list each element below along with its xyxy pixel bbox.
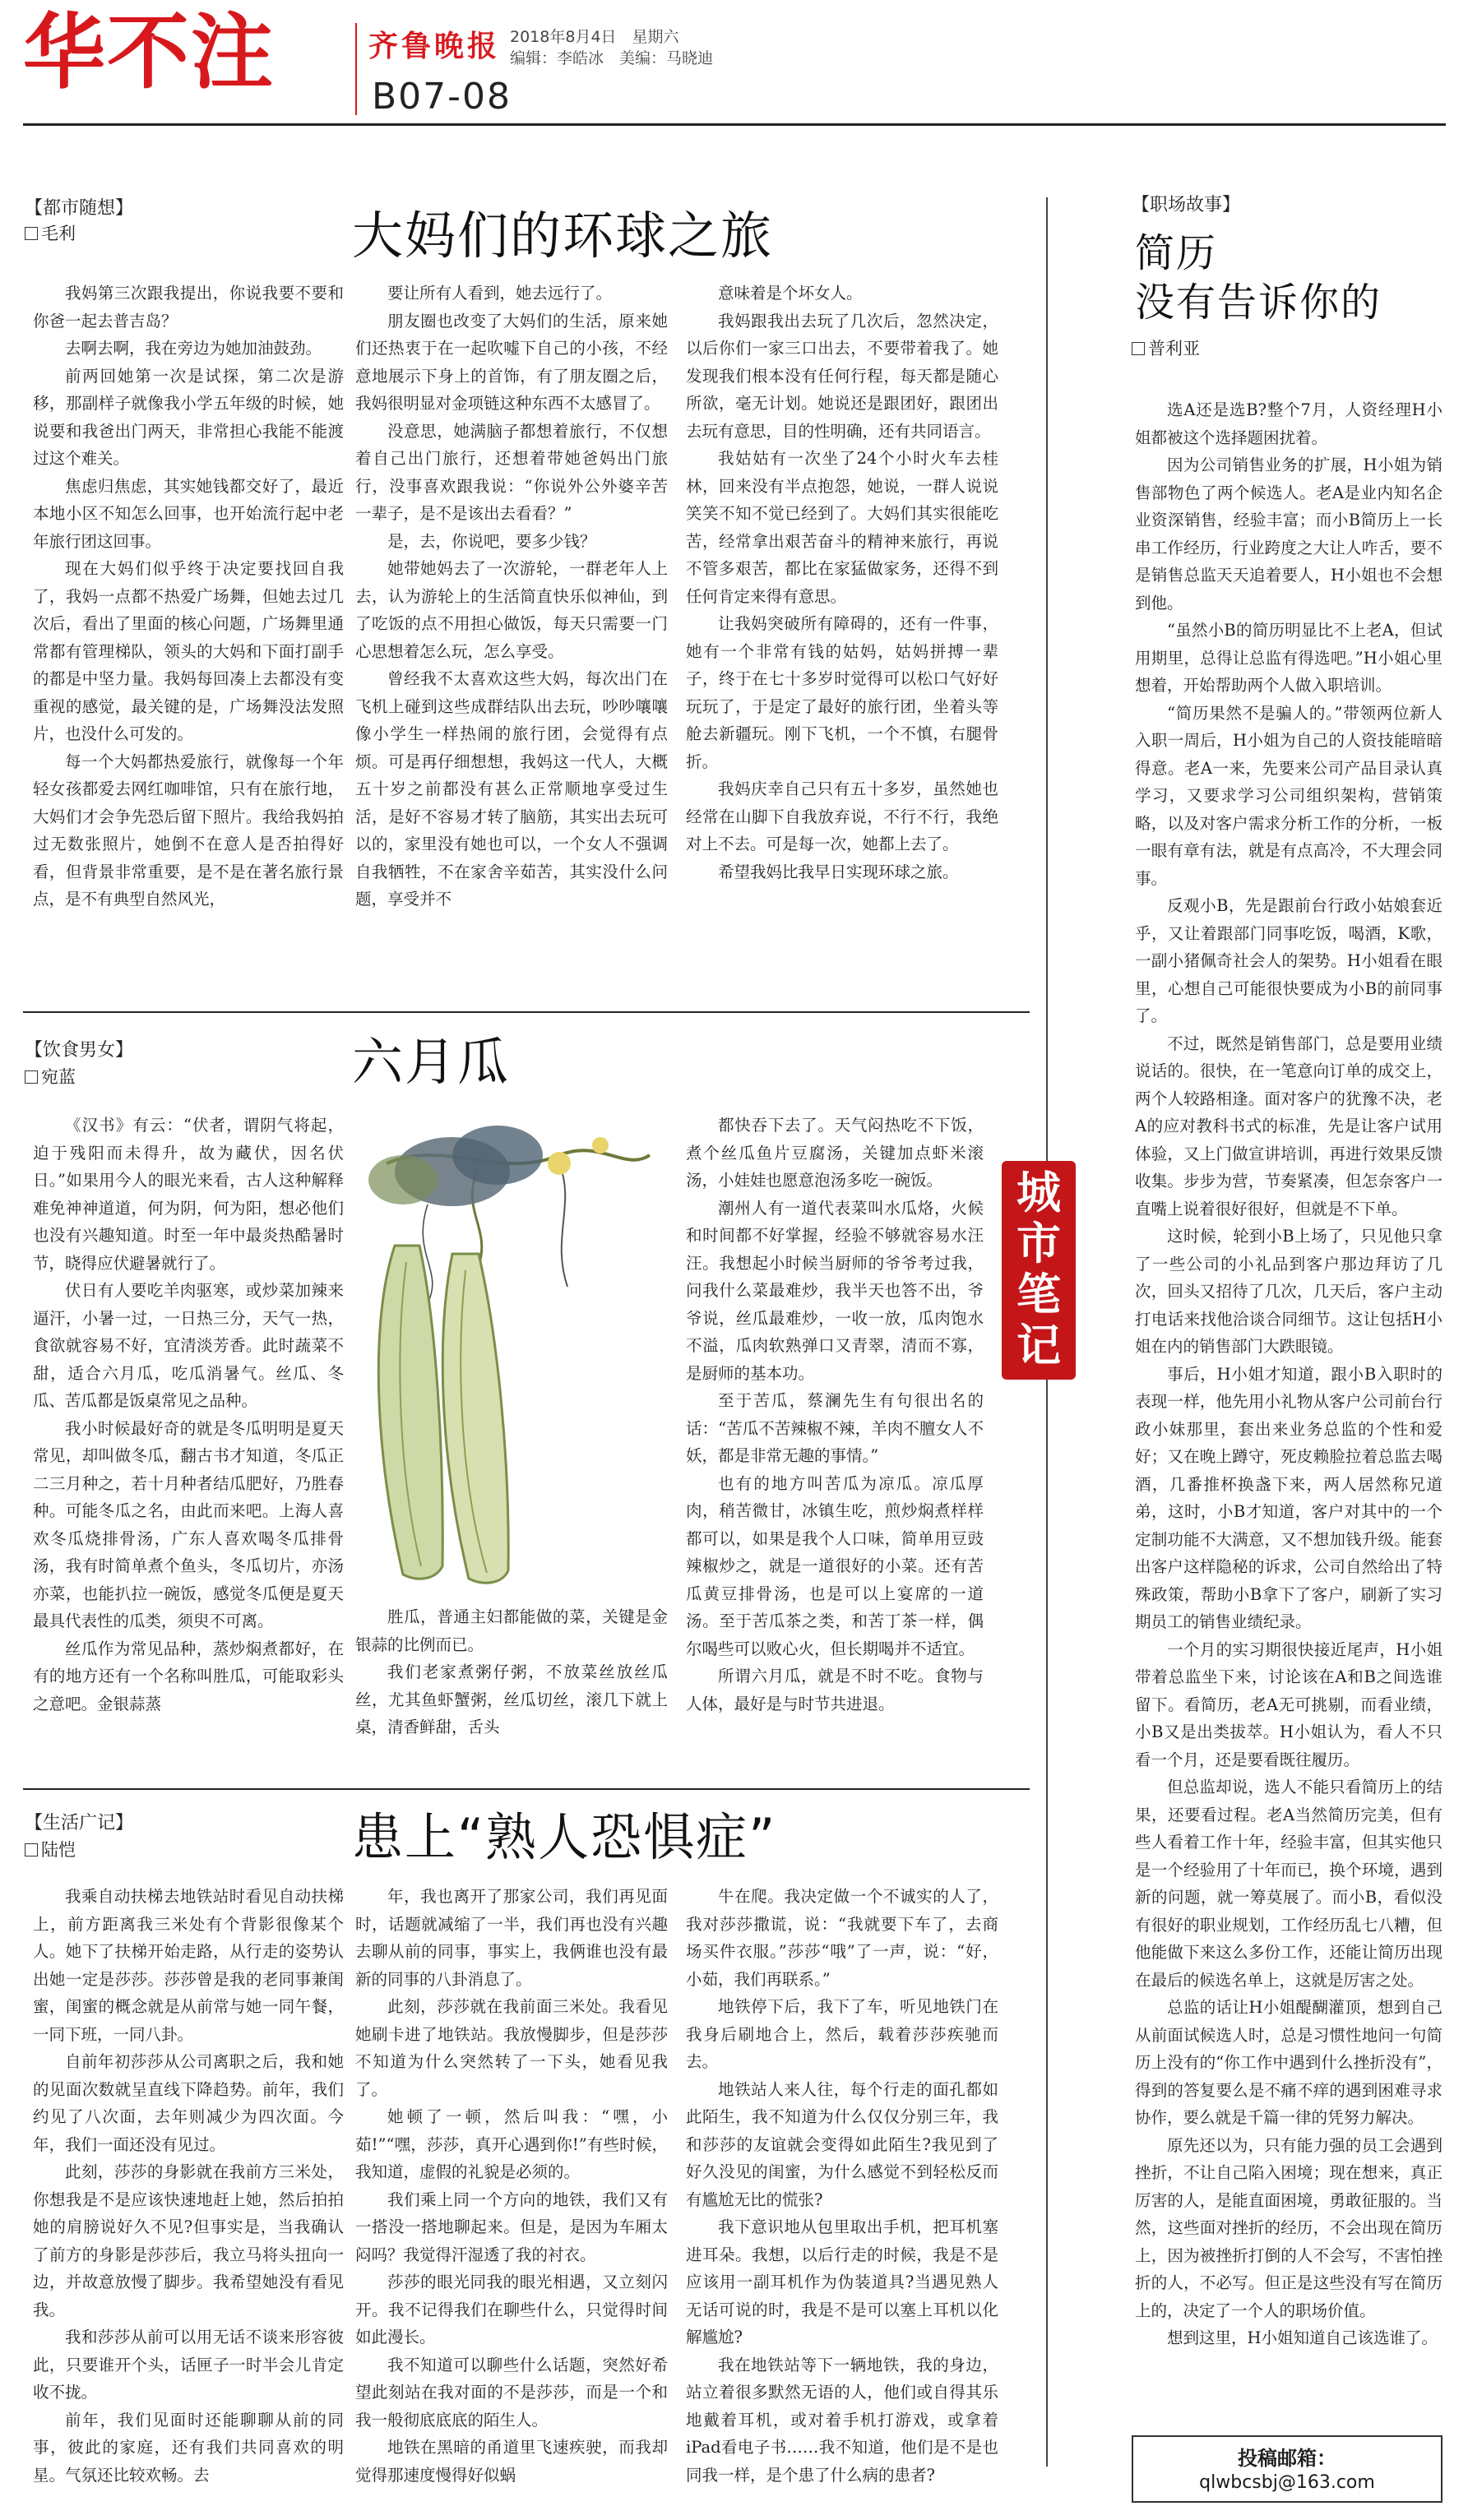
paragraph: 让我妈突破所有障碍的，还有一件事，她有一个非常有钱的姑妈，姑妈拼搏一辈子，终于在七十多岁时觉得可以松口气好好玩玩了，于是定了最好的旅行团，坐着头等舱去新疆玩。刚下飞机，一个不慎，右腿骨折。 [686,614,998,771]
paragraph: 我姑姑有一次坐了24个小时火车去桂林，回来没有半点抱怨，她说，一群人说说笑笑不知不觉已经到了。大妈们其实很能吃苦，经常拿出艰苦奋斗的精神来旅行，再说不管多艰苦，都比在家猛做家务，还得不到任何肯定来得有意思。 [686,449,998,606]
paragraph: 我们老家煮粥仔粥，不放菜丝放丝瓜丝，尤其鱼虾蟹粥，丝瓜切丝，滚几下就上桌，清香鲜甜，舌头 [355,1662,668,1736]
banner-char: 笔 [1016,1269,1061,1320]
paragraph: 她带她妈去了一次游轮，一群老年人上去，认为游轮上的生活简直快乐似神仙，到了吃饭的点不用担心做饭，每天只需要一门心思想着怎么玩，怎么享受。 [355,559,668,661]
paragraph: 此刻，莎莎就在我前面三米处。我看见她刷卡进了地铁站。我放慢脚步，但是莎莎不知道为什么突然转了一下头，她看见我了。 [355,1997,668,2099]
article3-author: 陆恺 [25,1837,76,1861]
paragraph: “简历果然不是骗人的。”带领两位新人入职一周后，H小姐为自己的人资技能暗暗得意。老A一来，先要来公司产品目录认真学习，又要求学习公司组织架构，营销策略，以及对客户需求分析工作的分析，一板一眼有章有法，就是有点高冷，不大理会同事。 [1135,703,1443,888]
paragraph: 朋友圈也改变了大妈们的生活，原来她们还热衷于在一起吹嘘下自己的小孩，不经意地展示下身上的首饰，有了朋友圈之后，我妈很明显对金项链这种东西不太感冒了。 [355,311,668,413]
article4-headline-line1: 简历 [1135,230,1218,276]
article4-author: 普利亚 [1132,335,1200,360]
submission-box [1132,2435,1443,2503]
article1-author: 毛利 [25,220,76,245]
paragraph: 意味着是个坏女人。 [718,284,863,303]
paragraph: 地铁在黑暗的甬道里飞速疾驶，而我却觉得那速度慢得好似蜗 [355,2438,668,2485]
paragraph: 现在大妈们似乎终于决定要找回自我了，我妈一点都不热爱广场舞，但她去过几次后，看出了里面的核心问题，广场舞里通常都有管理梯队，领头的大妈和下面打副手的都是中坚力量。我妈每回凑上去都没有变重视的感觉，最关键的是，广场舞没法发照片，也没什么可发的。 [33,559,344,743]
paragraph: 我妈跟我出去玩了几次后，忽然决定，以后你们一家三口出去，不要带着我了。她发现我们根本没有任何行程，每天都是随心所欲，毫无计划。她说还是跟团好，跟团出去玩有意思，目的性明确，还有共同语言。 [686,311,998,441]
paragraph: 选A还是选B?整个7月，人资经理H小姐都被这个选择题困扰着。 [1135,400,1443,447]
paragraph: 曾经我不太喜欢这些大妈，每次出门在飞机上碰到这些成群结队出去玩，吵吵嚷嚷像小学生一样热闹的旅行团，会觉得有点烦。可是再仔细想想，我妈这一代人，大概五十岁之前都没有甚么正常顺地享受过生活，是好不容易才转了脑筋，其实出去玩可以的，家里没有她也可以，一个女人不强调自我牺牲，不在家舍辛茹苦，其实没什么问题，享受并不 [355,669,668,909]
paragraph: 原先还以为，只有能力强的员工会遇到挫折，不让自己陷入困境；现在想来，真正厉害的人，是能直面困境，勇敢征服的。当然，这些面对挫折的经历，不会出现在简历上，因为被挫折打倒的人不会写，不害怕挫折的人，不必写。但正是这些没有写在简历上的，决定了一个人的职场价值。 [1135,2135,1443,2320]
paragraph: 希望我妈比我早日实现环球之旅。 [718,862,959,881]
paragraph: 牛在爬。我决定做一个不诚实的人了，我对莎莎撒谎，说：“我就要下车了，去商场买件衣服。”莎莎“哦”了一声，说：“好，小茹，我们再联系。” [686,1887,998,1989]
paragraph: 她顿了一顿，然后叫我：“嘿，小茹!”“嘿，莎莎，真开心遇到你!”有些时候，我知道，虚假的礼貌是必须的。 [355,2107,668,2181]
paragraph: 要让所有人看到，她去远行了。 [387,284,613,303]
paragraph: 胜瓜，普通主妇都能做的菜，关键是金银蒜的比例而已。 [355,1607,668,1654]
paragraph: 我在地铁站等下一辆地铁，我的身边，站立着很多默然无语的人，他们或自得其乐地戴着耳机，或对着手机打游戏，或拿着iPad看电子书……我不知道，他们是不是也同我一样，是个患了什么病的患者? [686,2355,998,2485]
section-title: 华不注 [23,4,275,100]
paragraph: 我们乘上同一个方向的地铁，我们又有一搭没一搭地聊起来。但是，是因为车厢太闷吗？我觉得汗湿透了我的衬衣。 [355,2189,668,2264]
paragraph: 我乘自动扶梯去地铁站时看见自动扶梯上，前方距离我三米处有个背影很像某个人。她下了扶梯开始走路，从行走的姿势认出她一定是莎莎。莎莎曾是我的老同事兼闺蜜，闺蜜的概念就是从前常与她一同午餐，一同下班，一同八卦。 [33,1887,344,2044]
paragraph: 是，去，你说吧，要多少钱？ [387,531,596,551]
paragraph: 《汉书》有云：“伏者，谓阴气将起，迫于残阳而未得升，故为藏伏，因名伏日。”如果用今人的眼光来看，古人这种解释难免神神道道，何为阴，何为阳，想必他们也没有兴趣知道。时至一年中最炎热酷暑时节，晓得应伏避暑就行了。 [33,1116,344,1273]
article2-column-2 [355,1603,668,1778]
paragraph: 我下意识地从包里取出手机，把耳机塞进耳朵。我想，以后行走的时候，我是不是应该用一副耳机作为伪装道具?当遇见熟人无话可说的时，我是不是可以塞上耳机以化解尴尬? [686,2217,998,2347]
paragraph: 总监的话让H小姐醍醐灌顶，想到自己从前面试候选人时，总是习惯性地问一句简历上没有的“你工作中遇到什么挫折没有”，得到的答复要么是不痛不痒的遇到困难寻求协作，要么就是千篇一律的凭努力解决。 [1135,1998,1443,2127]
paragraph: 一个月的实习期很快接近尾声，H小姐带着总监坐下来，讨论该在A和B之间选谁留下。看简历，老A无可挑剔，而看业绩，小B又是出类拔萃。H小姐认为，看人不只看一个月，还是要看既往履历。 [1135,1639,1443,1769]
paragraph: 莎莎的眼光同我的眼光相遇，又立刻闪开。我不记得我们在聊些什么，只觉得时间如此漫长。 [355,2273,668,2347]
paragraph: 焦虑归焦虑，其实她钱都交好了，最近本地小区不知怎么回事，也开始流行起中老年旅行团这回事。 [33,476,344,551]
article1-column-1 [33,280,344,995]
paragraph: 因为公司销售业务的扩展，H小姐为销售部物色了两个候选人。老A是业内知名企业资深销售，经验丰富；而小B简历上一长串工作经历，行业跨度之大让人咋舌，要不是销售总监天天追着要人，H小姐也不会想到他。 [1135,455,1443,613]
paragraph: 地铁站人来人往，每个行走的面孔都如此陌生，我不知道为什么仅仅分别三年，我和莎莎的友谊就会变得如此陌生?我见到了好久没见的闺蜜，为什么感觉不到轻松反而有尴尬无比的慌张? [686,2079,998,2209]
paragraph: 也有的地方叫苦瓜为凉瓜。凉瓜厚肉，稍苦微甘，冰镇生吃，煎炒焖煮样样都可以，如果是我个人口味，简单用豆豉辣椒炒之，就是一道很好的小菜。还有苦瓜黄豆排骨汤，也是可以上宴席的一道汤。至于苦瓜茶之类，和苦丁茶一样，偶尔喝些可以败心火，但长期喝并不适宜。 [686,1473,984,1658]
article2-column-3 [686,1112,984,1778]
editors-credit: 编辑：李皓冰 美编：马晓迪 [510,49,714,67]
paragraph: 地铁停下后，我下了车，听见地铁门在我身后刷地合上，然后，载着莎莎疾驰而去。 [686,1997,998,2071]
paragraph: 没意思，她满脑子都想着旅行，不仅想着自己出门旅行，还想着带她爸妈出门旅行，没事喜欢跟我说：“你说外公外婆辛苦一辈子，是不是该出去看看？” [355,421,668,523]
paragraph: 反观小B，先是跟前台行政小姑娘套近乎，又让着跟部门同事吃饭，喝酒，K歌，一副小猪佩奇社会人的架势。H小姐看在眼里，心想自己可能很快要成为小B的前同事了。 [1135,896,1443,1025]
paragraph: 去啊去啊，我在旁边为她加油鼓劲。 [65,339,322,358]
paragraph: 潮州人有一道代表菜叫水瓜烙，火候和时间都不好掌握，经验不够就容易水汪汪。我想起小时候当厨师的爷爷考过我，问我什么菜最难炒，我半天也答不出，爷爷说，丝瓜最难炒，一收一放，瓜肉饱水不溢，瓜肉软熟弹口又青翠，清而不寡，是厨师的基本功。 [686,1198,984,1383]
article3-column-2 [355,1883,668,2508]
paragraph: 自前年初莎莎从公司离职之后，我和她的见面次数就呈直线下降趋势。前年，我们约见了八次面，去年则减少为四次面。今年，我们一面还没有见过。 [33,2052,344,2154]
article3-tag: 【生活广记】 [25,1813,134,1833]
page-number: B07-08 [372,76,512,118]
paragraph: 都快吞下去了。天气闷热吃不下饭，煮个丝瓜鱼片豆腐汤，关键加点虾米滚汤，小娃娃也愿意泡汤多吃一碗饭。 [686,1116,984,1190]
article1-column-2 [355,280,668,995]
newspaper-logo: 齐鲁晚报 [368,29,501,63]
article1-tag: 【都市随想】 [25,198,134,219]
article1-headline: 大妈们的环球之旅 [352,206,774,266]
article4-headline-line2: 没有告诉你的 [1135,280,1382,326]
paragraph: 伏日有人要吃羊肉驱寒，或炒菜加辣来逼汗，小暑一过，一日热三分，天气一热，食欲就容易不好，宜清淡芳香。此时蔬菜不甜，适合六月瓜，吃瓜消暑气。丝瓜、冬瓜、苦瓜都是饭桌常见之品种。 [33,1281,344,1410]
paragraph: 不过，既然是销售部门，总是要用业绩说话的。很快，在一笔意向订单的成交上，两个人较路相逢。面对客户的犹豫不决，老A的应对教科书式的标准，先是让客户试用体验，又上门做宣讲培训，再进行效果反馈收集。步步为营，节奏紧凑，但怎奈客户一直嘴上说着很好很好，但就是不下单。 [1135,1033,1443,1218]
article3-column-3 [686,1883,998,2508]
section-divider-1 [23,1011,1030,1013]
city-notes-banner [1002,1161,1076,1380]
paragraph: 我小时候最好奇的就是冬瓜明明是夏天常见，却叫做冬瓜，翻古书才知道，冬瓜正二三月种之，若十月种者结瓜肥好，乃胜春种。可能冬瓜之名，由此而来吧。上海人喜欢冬瓜烧排骨汤，广东人喜欢喝冬瓜排骨汤，我有时简单煮个鱼头，冬瓜切片，亦汤亦菜，也能扒拉一碗饭，感觉冬瓜便是夏天最具代表性的瓜类，须臾不可离。 [33,1418,344,1630]
issue-date: 2018年8月4日 星期六 [510,28,679,46]
article4-column [1135,396,1443,2422]
paragraph: 所谓六月瓜，就是不时不吃。食物与人体，最好是与时节共进退。 [686,1667,984,1713]
article4-headline [1135,229,1382,327]
article2-headline: 六月瓜 [352,1032,511,1092]
submission-email[interactable]: qlwbcsbj@163.com [1199,2472,1375,2493]
paragraph: 至于苦瓜，蔡澜先生有句很出名的话：“苦瓜不苦辣椒不辣，羊肉不膻女人不妖，都是非常无趣的事情。” [686,1391,984,1465]
paragraph: 丝瓜作为常见品种，蒸炒焖煮都好，在有的地方还有一个名称叫胜瓜，可能取彩头之意吧。金银蒜蒸 [33,1639,344,1713]
banner-char: 城 [1016,1167,1061,1218]
paragraph: 每一个大妈都热爱旅行，就像每一个年轻女孩都爱去网红咖啡馆，只有在旅行地，大妈们才会争先恐后留下照片。我给我妈拍过无数张照片，她倒不在意人是否拍得好看，但背景非常重要，是不是在著名旅行景点，是不有典型自然风光， [33,751,344,909]
paragraph: 我不知道可以聊些什么话题，突然好希望此刻站在我对面的不是莎莎，而是一个和我一般彻底底底的陌生人。 [355,2355,668,2430]
paragraph: 这时候，轮到小B上场了，只见他只拿了一些公司的小礼品到客户那边拜访了几次，回头又招待了几次，几天后，客户主动打电话来找他洽谈合同细节。这让包括H小姐在内的销售部门大跌眼镜。 [1135,1227,1443,1356]
paragraph: 我和莎莎从前可以用无话不谈来形容彼此，只要谁开个头，话匣子一时半会儿肯定收不拢。 [33,2328,344,2402]
paragraph: 想到这里，H小姐知道自己该选谁了。 [1167,2328,1438,2347]
paragraph: 前年，我们见面时还能聊聊从前的同事，彼此的家庭，还有我们共同喜欢的明星。气氛还比较欢畅。去 [33,2410,344,2485]
paragraph: 此刻，莎莎的身影就在我前方三米处，你想我是不是应该快速地赶上她，然后拍拍她的肩膀说好久不见?但事实是，当我确认了前方的身影是莎莎后，我立马将头扭向一边，并故意放慢了脚步。我希望她没有看见我。 [33,2162,344,2319]
submission-label: 投稿邮箱： [1238,2447,1336,2470]
paragraph: “虽然小B的简历明显比不上老A，但试用期里，总得让总监有得选吧。”H小姐心里想着，开始帮助两个人做入职培训。 [1135,621,1443,695]
paragraph: 但总监却说，选人不能只看简历上的结果，还要看过程。老A当然简历完美，但有些人看着工作十年，经验丰富，但其实他只是一个经验用了十年而已，换个环境，遇到新的问题，就一筹莫展了。而小B，看似没有很好的职业规划，工作经历乱七八糟，但他能做下来这么多份工作，还能让简历出现在最后的候选名单上，这就是厉害之处。 [1135,1778,1443,1990]
article2-tag: 【饮食男女】 [25,1040,134,1061]
paragraph: 我妈第三次跟我提出，你说我要不要和你爸一起去普吉岛？ [33,284,344,331]
article4-tag: 【职场故事】 [1132,195,1241,215]
paragraph: 前两回她第一次是试探，第二次是游移，那副样子就像我小学五年级的时候，她说要和我爸出门两天，非常担心我能不能渡过这个难关。 [33,366,344,468]
section-divider-2 [23,1788,1030,1790]
loofah-illustration [354,1106,666,1591]
article2-author: 宛蓝 [25,1064,76,1089]
article2-column-1 [33,1112,344,1778]
banner-char: 记 [1016,1320,1061,1371]
paragraph: 事后，H小姐才知道，跟小B入职时的表现一样，他先用小礼物从客户公司前台行政小妹那里，套出来业务总监的个性和爱好；又在晚上蹲守，死皮赖脸拉着总监去喝酒，几番推杯换盏下来，两人居然称兄道弟，这时，小B才知道，客户对其中的一个定制功能不大满意，又不想加钱升级。能套出客户这样隐秘的诉求，公司自然给出了特殊政策，帮助小B拿下了客户，刷新了实习期员工的销售业绩纪录。 [1135,1364,1443,1631]
paragraph: 年，我也离开了那家公司，我们再见面时，话题就减缩了一半，我们再也没有兴趣去聊从前的同事，事实上，我俩谁也没有最新的同事的八卦消息了。 [355,1887,668,1989]
banner-char: 市 [1016,1218,1061,1269]
paragraph: 我妈庆幸自己只有五十多岁，虽然她也经常在山脚下自我放弃说，不行不行，我绝对上不去。可是每一次，她都上去了。 [686,779,998,853]
masthead-divider [355,23,357,115]
article1-column-3 [686,280,998,995]
article3-headline: 患上“熟人恐惧症” [352,1807,777,1867]
article3-column-1 [33,1883,344,2508]
masthead-rule [23,123,1446,126]
